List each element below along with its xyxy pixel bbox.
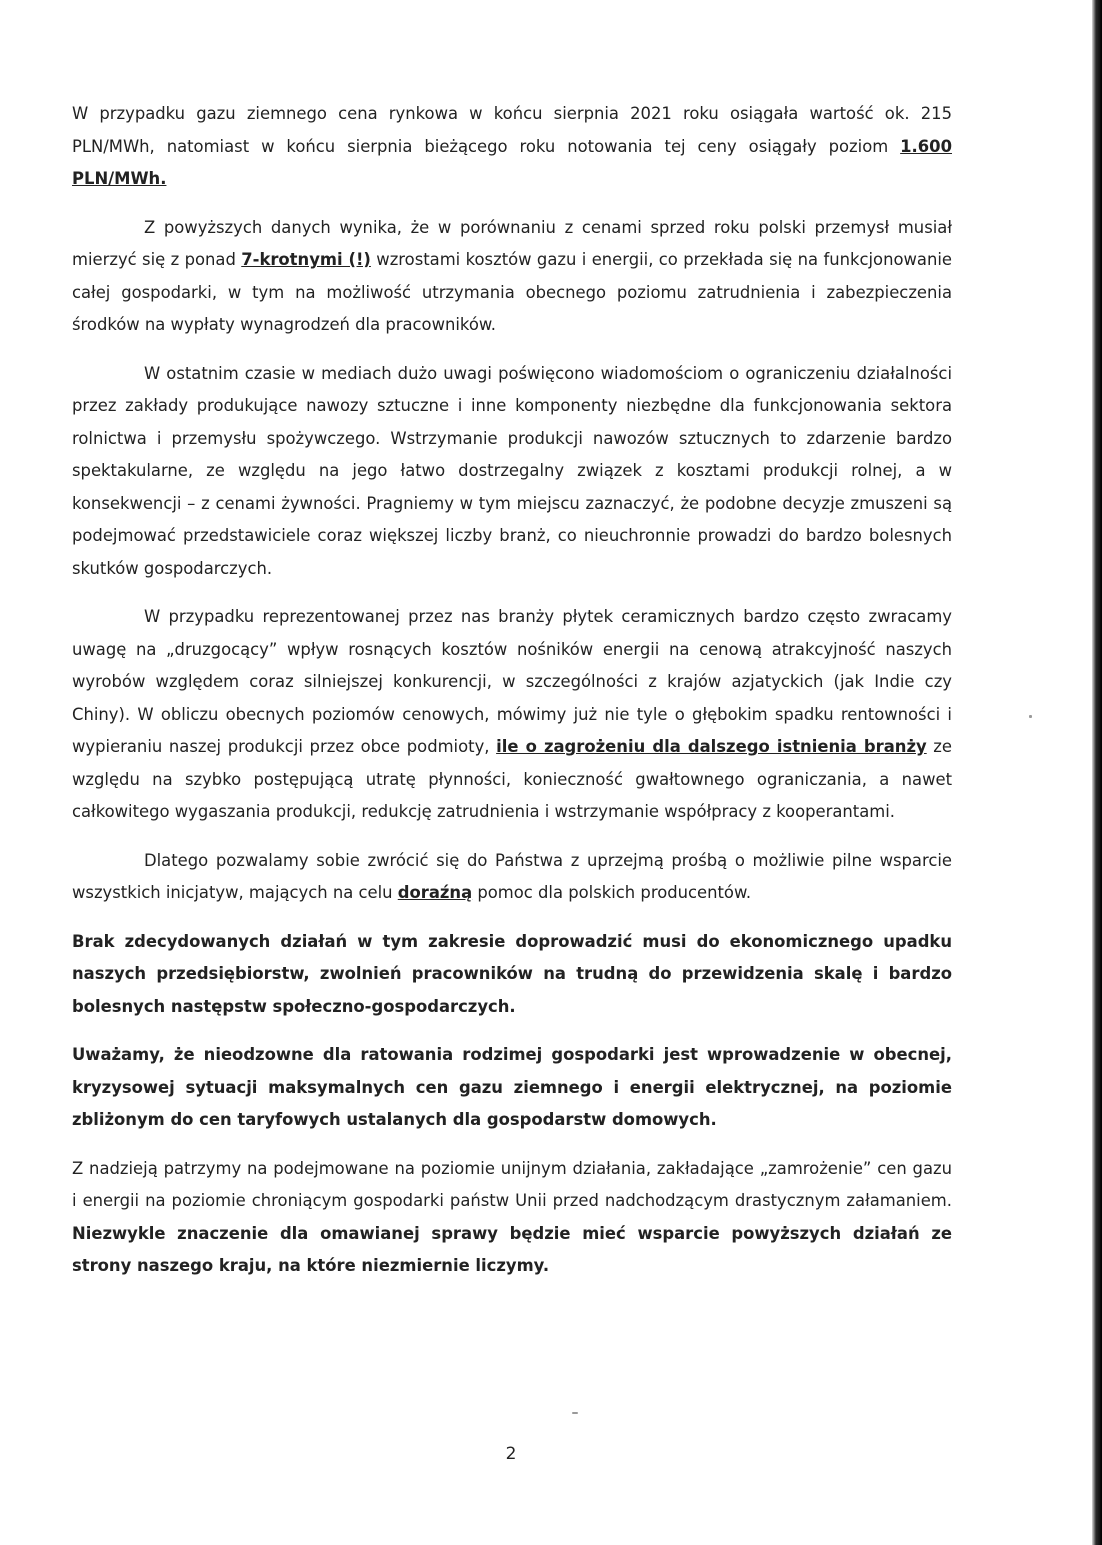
scan-speck (572, 1412, 578, 1414)
paragraph-fertilizers (72, 358, 952, 586)
text-segment: wzrostami kosztów gazu i energii, co przekłada się na funkcjonowanie całej gospodarki, w tym na możliwość utrzymania obecnego poziomu zatrudnienia i zabezpieczenia środków na wypłaty wynagrodzeń dla pracowników. (72, 250, 952, 334)
paragraph-eu-freeze (72, 1153, 952, 1283)
paragraph-max-prices (72, 1039, 952, 1137)
emphasis-industry-threat: ile o zagrożeniu dla dalszego istnienia branży (496, 737, 927, 756)
emphasis-support: Niezwykle znaczenie dla omawianej sprawy będzie mieć wsparcie powyższych działań ze strony naszego kraju, na które niezmiernie liczymy. (72, 1223, 952, 1275)
emphasis-seven-fold: 7-krotnymi (!) (241, 250, 371, 269)
text-segment: pomoc dla polskich producentów. (472, 883, 752, 902)
text-segment: Dlatego pozwalamy sobie zwrócić się do Państwa z uprzejmą prośbą o możliwie pilne wsparcie wszystkich inicjatyw, mających na celu (72, 850, 952, 902)
paragraph-request (72, 845, 952, 910)
text-segment: Brak zdecydowanych działań w tym zakresie doprowadzić musi do ekonomicznego upadku naszych przedsiębiorstw, zwolnień pracowników na trudną do przewidzenia skalę i bardzo bolesnych następstw społeczno-gospodarczych. (72, 931, 952, 1016)
emphasis-doranzna: doraźną (397, 883, 473, 902)
emphasis-price: 1.600 PLN/MWh. (72, 136, 952, 188)
text-segment: Z powyższych danych wynika, że w porównaniu z cenami sprzed roku polski przemysł musiał mierzyć się z ponad (72, 217, 952, 269)
text-segment: W ostatnim czasie w mediach dużo uwagi poświęcono wiadomościom o ograniczeniu działalności przez zakłady produkujące nawozy sztuczne i inne komponenty niezbędne dla funkcjonowania sektora rolnictwa i przemysłu spożywczego. Wstrzymanie produkcji nawozów sztucznych to zdarzenie bardzo spektakularne, ze względu na jego łatwo dostrzegalny związek z kosztami produkcji rolnej, a w konsekwencji – z cenami żywności. Pragniemy w tym miejscu zaznaczyć, że podobne decyzje zmuszeni są podejmować przedstawiciele coraz większej liczby branż, co nieuchronnie prowadzi do bardzo bolesnych skutków gospodarczych. (72, 363, 952, 578)
document-body (72, 98, 952, 1299)
scan-edge (1092, 0, 1102, 1545)
text-segment: Uważamy, że nieodzowne dla ratowania rodzimej gospodarki jest wprowadzenie w obecnej, kryzysowej sytuacji maksymalnych cen gazu ziemnego i energii elektrycznej, na poziomie zbliżonym do cen taryfowych ustalanych dla gospodarstw domowych. (72, 1045, 952, 1129)
text-segment: W przypadku gazu ziemnego cena rynkowa w końcu sierpnia 2021 roku osiągała wartość ok. 215 PLN/MWh, natomiast w końcu sierpnia bieżącego roku notowania tej ceny osiągały poziom (72, 104, 952, 156)
paragraph-gas-price (72, 98, 952, 196)
page-number: 2 (505, 1444, 517, 1464)
paragraph-ceramic-tiles (72, 601, 952, 829)
scan-speck (1029, 715, 1032, 718)
paragraph-lack-of-action (72, 926, 952, 1024)
text-segment: W przypadku reprezentowanej przez nas branży płytek ceramicznych bardzo często zwracamy uwagę na „druzgocący” wpływ rosnących kosztów nośników energii na cenową atrakcyjność naszych wyrobów względem coraz silniejszej konkurencji, w szczególności z krajów azjatyckich (jak Indie czy Chiny). W obliczu obecnych poziomów cenowych, mówimy już nie tyle o głębokim spadku rentowności i wypieraniu naszej produkcji przez obce podmioty, (72, 607, 952, 756)
text-segment: ze względu na szybko postępującą utratę płynności, konieczność gwałtownego ograniczania, a nawet całkowitego wygaszania produkcji, redukcję zatrudnienia i wstrzymanie współpracy z kooperantami. (72, 737, 952, 821)
text-segment: Z nadzieją patrzymy na podejmowane na poziomie unijnym działania, zakładające „zamrożenie” cen gazu i energii na poziomie chroniącym gospodarki państw Unii przed nadchodzącym drastycznym załamaniem. (72, 1158, 952, 1210)
paragraph-seven-fold (72, 212, 952, 342)
